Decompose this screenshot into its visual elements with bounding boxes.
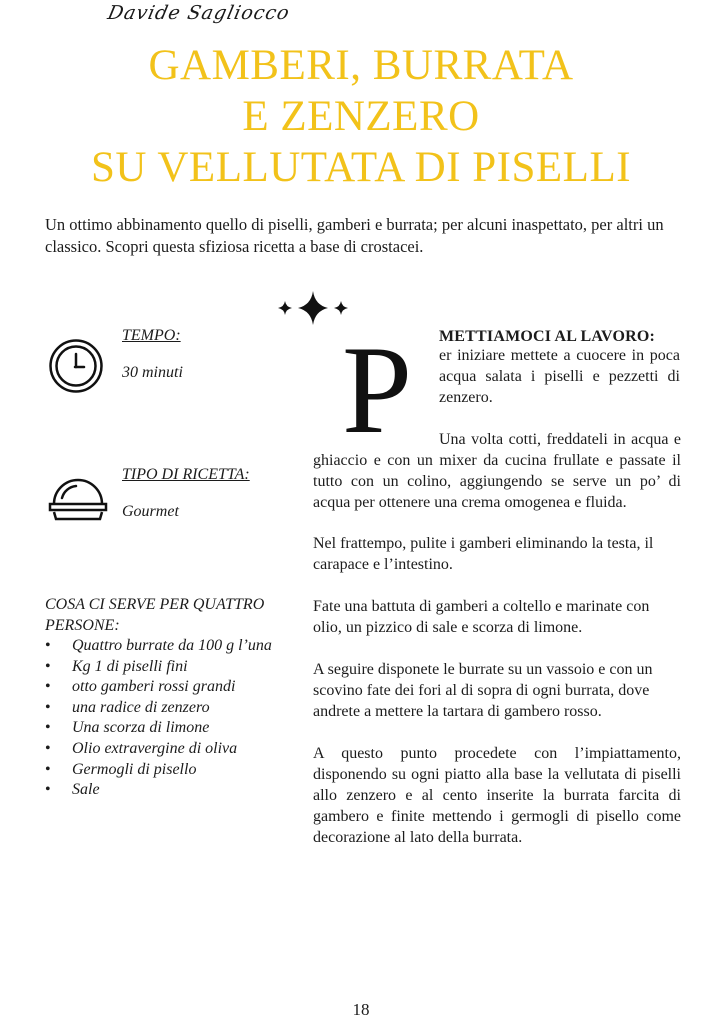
recipe-type-value: Gourmet <box>122 503 179 520</box>
method-paragraph-6: A questo punto procedete con l’impiattamento, disponendo su ogni piatto alla base la vellutata di piselli allo zenzero e al cento inserite la burrata farcita di gambero e finite mettendo i germogli di pisello come decorazione al lato della burrata. <box>313 745 681 846</box>
list-item: • otto gamberi rossi grandi <box>45 677 280 698</box>
ingredients-list <box>45 636 280 801</box>
clock-icon <box>48 338 104 394</box>
list-item: • Una scorza di limone <box>45 718 280 739</box>
recipe-title <box>0 40 722 193</box>
intro-text: Un ottimo abbinamento quello di piselli, gamberi e burrata; per alcuni inaspettato, per altri un classico. Scopri questa sfiziosa ricetta a base di crostacei. <box>45 215 664 256</box>
drop-cap: P <box>342 321 413 460</box>
method-paragraph-1: er iniziare mettete a cuocere in poca acqua salata i piselli e pezzetti di zenzero. <box>439 347 680 406</box>
list-item: • Olio extravergine di oliva <box>45 739 280 760</box>
cloche-icon <box>46 474 110 524</box>
title-line-1: GAMBERI, BURRATA <box>148 42 574 89</box>
method-heading: METTIAMOCI AL LAVORO: <box>439 328 656 345</box>
ingredients-heading: COSA CI SERVE PER QUATTRO PERSONE: <box>45 596 265 634</box>
time-value: 30 minuti <box>122 364 183 381</box>
method-paragraph-4: Fate una battuta di gamberi a coltello e marinate con olio, un pizzico di sale e scorza di limone. <box>313 598 650 636</box>
author-signature: Davide Sagliocco <box>105 2 292 24</box>
time-label: TEMPO: <box>122 327 181 344</box>
recipe-type-label: TIPO DI RICETTA: <box>122 466 250 483</box>
list-item: • una radice di zenzero <box>45 698 280 719</box>
list-item: • Sale <box>45 780 280 801</box>
method-paragraph-3: Nel frattempo, pulite i gamberi eliminando la testa, il carapace e l’intestino. <box>313 535 654 573</box>
list-item: • Germogli di pisello <box>45 760 280 781</box>
title-line-3: SU VELLUTATA DI PISELLI <box>90 144 632 191</box>
list-item: • Kg 1 di piselli fini <box>45 657 280 678</box>
title-line-2: E ZENZERO <box>242 93 480 140</box>
page-number: 18 <box>352 1000 370 1019</box>
list-item: • Quattro burrate da 100 g l’una <box>45 636 280 657</box>
method-paragraph-5: A seguire disponete le burrate su un vassoio e con un scovino fate dei fori al di sopra di ogni burrata, dove andrete a mettere la tartara di gambero rosso. <box>313 661 653 720</box>
method-paragraph-2: Una volta cotti, freddateli in acqua e ghiaccio e con un mixer da cucina frullate e passate il tutto con un colino, aggiungendo se serve un po’ di acqua per ottenere una crema omogenea e fluida. <box>313 431 681 511</box>
